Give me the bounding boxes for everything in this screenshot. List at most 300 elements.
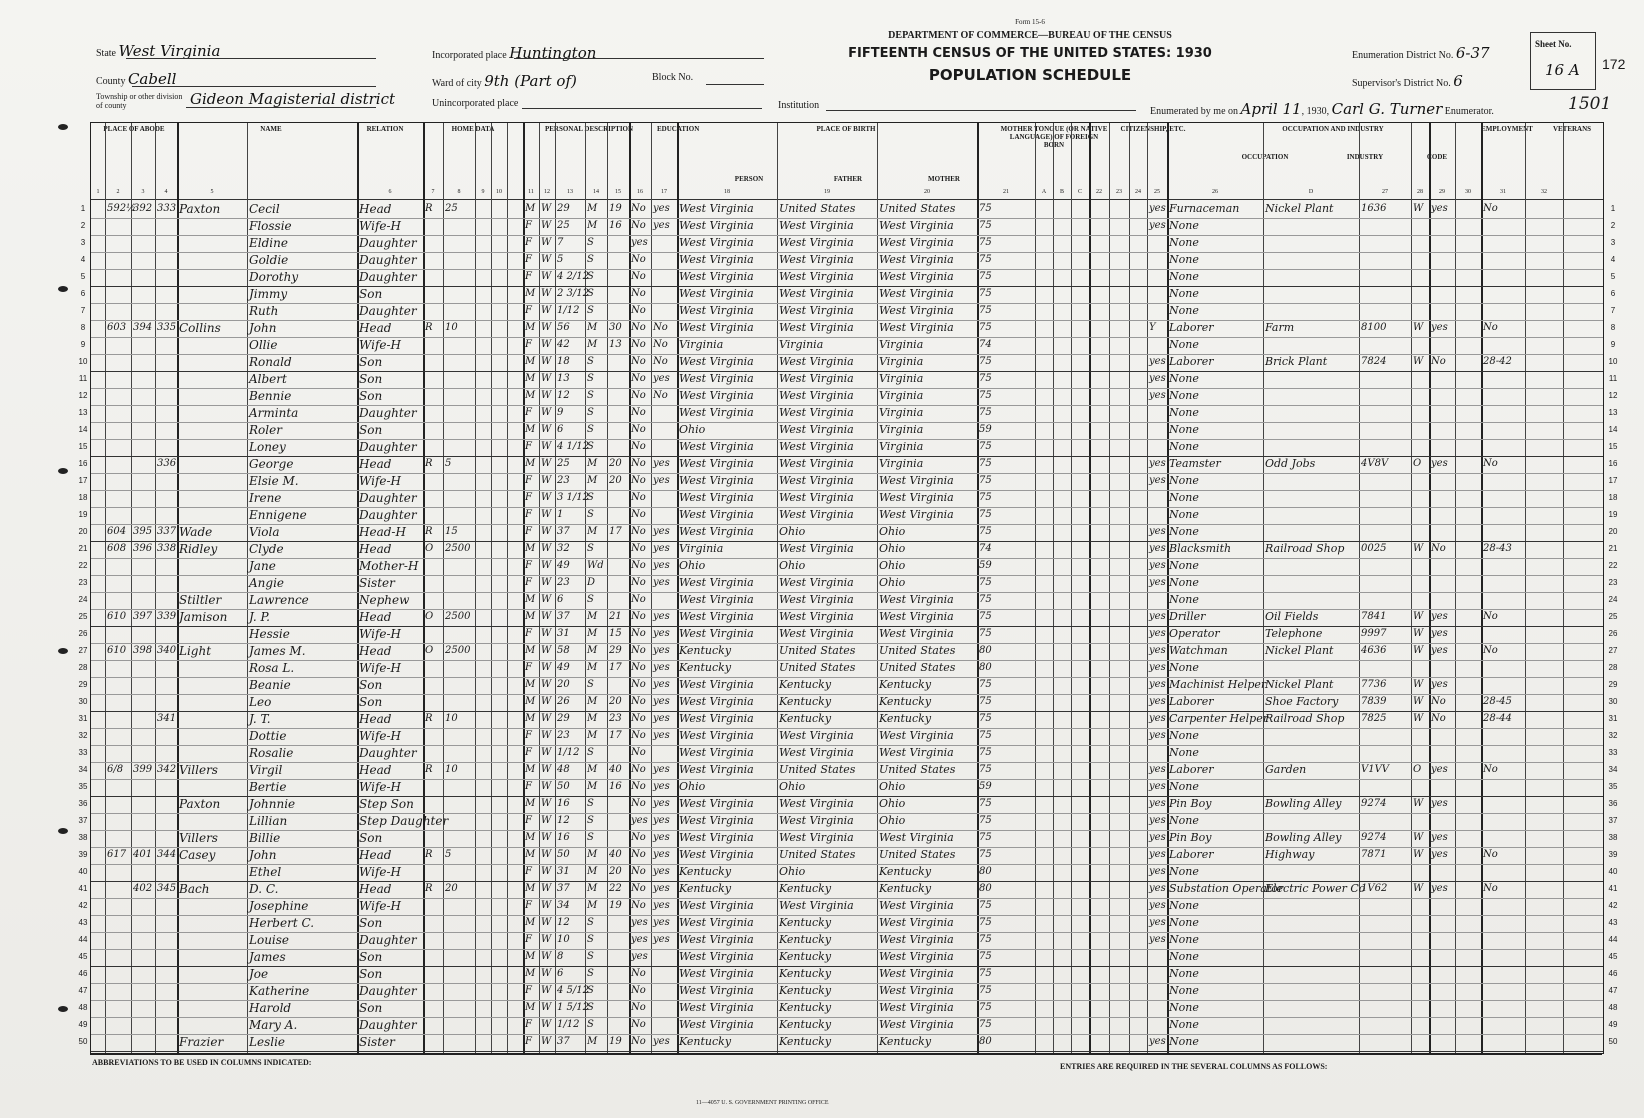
cell-sch: yes xyxy=(631,934,648,945)
cell-mbp: West Virginia xyxy=(879,1018,954,1031)
cell-lang: 80 xyxy=(979,1036,992,1047)
cell-occ: Laborer xyxy=(1169,355,1214,368)
cell-rd: yes xyxy=(653,645,670,656)
cell-race: W xyxy=(541,594,552,605)
cell-mar: M xyxy=(587,866,598,877)
cell-cls: W xyxy=(1413,356,1424,367)
cell-mar: S xyxy=(587,934,594,945)
cell-given: Eldine xyxy=(249,236,288,250)
cell-given: James xyxy=(249,950,286,964)
cell-occ: Substation Operator xyxy=(1169,882,1284,895)
cell-age: 26 xyxy=(557,696,570,707)
cell-given: Billie xyxy=(249,831,281,845)
cell-mbp: Ohio xyxy=(879,576,906,589)
cell-rd: yes xyxy=(653,543,670,554)
cell-code: 0025 xyxy=(1361,543,1387,554)
cell-given: Viola xyxy=(249,525,280,539)
cell-rel: Wife-H xyxy=(359,729,402,743)
cell-sex: M xyxy=(525,390,536,401)
county-label: County xyxy=(96,76,126,87)
cell-mbp: United States xyxy=(879,763,956,776)
cell-given: Ennigene xyxy=(249,508,307,522)
cell-sch: No xyxy=(631,288,646,299)
cell-occ: None xyxy=(1169,389,1199,402)
line-number: 31 xyxy=(1608,714,1618,723)
table-row xyxy=(80,320,1616,336)
cell-work: yes xyxy=(1149,713,1166,724)
county-underline xyxy=(132,86,376,87)
cell-age: 25 xyxy=(557,220,570,231)
table-row xyxy=(78,1034,1618,1050)
cell-vet: 28-44 xyxy=(1483,713,1512,724)
cell-age: 37 xyxy=(557,883,570,894)
cell-work: Y xyxy=(1149,322,1156,333)
cell-agem: 30 xyxy=(609,322,622,333)
cell-surname: Bach xyxy=(179,882,210,896)
cell-rel: Daughter xyxy=(359,491,417,505)
cell-fbp: West Virginia xyxy=(779,457,854,470)
cell-rel: Daughter xyxy=(359,984,417,998)
cell-occ: None xyxy=(1169,406,1199,419)
line-number: 41 xyxy=(1608,884,1618,893)
cell-fbp: West Virginia xyxy=(779,610,854,623)
line-number: 30 xyxy=(1608,697,1618,706)
cell-mar: D xyxy=(587,577,596,588)
cell-age: 1 5/12 xyxy=(557,1002,589,1013)
cell-rd: yes xyxy=(653,526,670,537)
cell-fbp: Kentucky xyxy=(779,967,832,980)
cell-work: yes xyxy=(1149,628,1166,639)
cell-race: W xyxy=(541,492,552,503)
table-row xyxy=(78,898,1618,914)
cell-occ: None xyxy=(1169,1035,1199,1048)
cell-lang: 80 xyxy=(979,883,992,894)
line-number: 4 xyxy=(1610,255,1616,264)
ward-field xyxy=(432,72,577,90)
cell-mar: S xyxy=(587,815,594,826)
cell-bp: West Virginia xyxy=(679,457,754,470)
cell-sch: No xyxy=(631,1019,646,1030)
group-citizenship: CITIZENSHIP, ETC. xyxy=(1120,125,1186,133)
cell-work: yes xyxy=(1149,815,1166,826)
table-row xyxy=(78,575,1618,591)
cell-fbp: Kentucky xyxy=(779,916,832,929)
line-number: 37 xyxy=(1608,816,1618,825)
cell-age: 6 xyxy=(557,594,564,605)
cell-occ: None xyxy=(1169,440,1199,453)
cell-age: 25 xyxy=(557,458,570,469)
cell-occ: None xyxy=(1169,899,1199,912)
cell-given: Ethel xyxy=(249,865,282,879)
column-number: 11 xyxy=(528,189,534,195)
cell-given: J. T. xyxy=(249,712,271,726)
cell-age: 37 xyxy=(557,1036,570,1047)
cell-rd: yes xyxy=(653,1036,670,1047)
cell-own: R xyxy=(425,322,433,333)
cell-rd: yes xyxy=(653,628,670,639)
column-number: 24 xyxy=(1135,189,1141,195)
cell-race: W xyxy=(541,628,552,639)
cell-fbp: West Virginia xyxy=(779,372,854,385)
cell-sch: No xyxy=(631,781,646,792)
cell-own: R xyxy=(425,458,433,469)
cell-mar: M xyxy=(587,220,598,231)
cell-age: 50 xyxy=(557,849,570,860)
cell-cls: W xyxy=(1413,645,1424,656)
cell-age: 16 xyxy=(557,798,570,809)
cell-mbp: West Virginia xyxy=(879,899,954,912)
column-number: 8 xyxy=(457,189,461,195)
cell-ind: Oil Fields xyxy=(1265,610,1319,623)
ward-label: Ward of city xyxy=(432,78,482,89)
cell-work: yes xyxy=(1149,900,1166,911)
cell-sex: F xyxy=(525,866,532,877)
cell-race: W xyxy=(541,696,552,707)
cell-occ: Laborer xyxy=(1169,321,1214,334)
line-number: 35 xyxy=(78,782,88,791)
cell-sex: F xyxy=(525,628,532,639)
cell-rel: Head xyxy=(359,321,392,335)
cell-fbp: West Virginia xyxy=(779,899,854,912)
cell-sch: No xyxy=(631,968,646,979)
line-number: 44 xyxy=(1608,935,1618,944)
cell-bp: West Virginia xyxy=(679,576,754,589)
cell-bp: West Virginia xyxy=(679,814,754,827)
table-row xyxy=(78,881,1618,897)
cell-race: W xyxy=(541,475,552,486)
cell-lang: 59 xyxy=(979,424,992,435)
line-number: 3 xyxy=(1610,238,1616,247)
enum-district-label: Enumeration District No. xyxy=(1352,50,1454,61)
cell-sch: No xyxy=(631,900,646,911)
cell-bp: West Virginia xyxy=(679,508,754,521)
cell-race: W xyxy=(541,203,552,214)
cell-work: yes xyxy=(1149,356,1166,367)
cell-given: Jane xyxy=(249,559,276,573)
cell-mbp: West Virginia xyxy=(879,627,954,640)
cell-rd: yes xyxy=(653,220,670,231)
cell-vet: No xyxy=(1483,645,1498,656)
table-row xyxy=(78,592,1618,608)
cell-rel: Son xyxy=(359,423,383,437)
cell-fbp: West Virginia xyxy=(779,593,854,606)
cell-sex: M xyxy=(525,203,536,214)
cell-fam: 399 xyxy=(133,764,153,775)
cell-given: Elsie M. xyxy=(249,474,299,488)
cell-mar: M xyxy=(587,713,598,724)
cell-fam: 392 xyxy=(133,203,153,214)
cell-fbp: Ohio xyxy=(779,559,806,572)
cell-work: yes xyxy=(1149,730,1166,741)
cell-emp: No xyxy=(1431,356,1446,367)
cell-surname: Casey xyxy=(179,848,216,862)
cell-occ: Blacksmith xyxy=(1169,542,1232,555)
cell-sex: M xyxy=(525,543,536,554)
cell-sex: M xyxy=(525,356,536,367)
cell-cls: W xyxy=(1413,883,1424,894)
cell-work: yes xyxy=(1149,781,1166,792)
cell-bp: West Virginia xyxy=(679,253,754,266)
cell-rd: No xyxy=(653,356,668,367)
cell-mar: M xyxy=(587,526,598,537)
cell-lang: 75 xyxy=(979,509,992,520)
cell-age: 5 xyxy=(557,254,564,265)
line-number: 46 xyxy=(78,969,88,978)
cell-occ: Operator xyxy=(1169,627,1220,640)
cell-code: 9274 xyxy=(1361,832,1387,843)
column-number: C xyxy=(1077,189,1082,195)
cell-bp: West Virginia xyxy=(679,270,754,283)
cell-sex: F xyxy=(525,237,532,248)
cell-rd: yes xyxy=(653,696,670,707)
enumerator-name: Carl G. Turner xyxy=(1331,100,1443,118)
cell-lang: 75 xyxy=(979,730,992,741)
table-row xyxy=(78,745,1618,761)
cell-no: 342 xyxy=(157,764,177,775)
cell-work: yes xyxy=(1149,390,1166,401)
cell-age: 10 xyxy=(557,934,570,945)
cell-race: W xyxy=(541,407,552,418)
cell-mbp: Kentucky xyxy=(879,882,932,895)
cell-own: R xyxy=(425,526,433,537)
cell-ind: Railroad Shop xyxy=(1265,712,1345,725)
cell-age: 37 xyxy=(557,611,570,622)
line-number: 17 xyxy=(1608,476,1618,485)
cell-sch: No xyxy=(631,339,646,350)
cell-given: Josephine xyxy=(249,899,309,913)
cell-rel: Daughter xyxy=(359,253,417,267)
cell-race: W xyxy=(541,577,552,588)
cell-rd: yes xyxy=(653,679,670,690)
cell-sch: No xyxy=(631,798,646,809)
cell-agem: 29 xyxy=(609,645,622,656)
cell-surname: Light xyxy=(179,644,212,658)
cell-cls: O xyxy=(1413,458,1422,469)
cell-given: Virgil xyxy=(249,763,283,777)
column-number: 30 xyxy=(1465,189,1471,195)
cell-race: W xyxy=(541,645,552,656)
cell-sex: F xyxy=(525,305,532,316)
table-row xyxy=(78,762,1618,778)
table-row xyxy=(78,490,1618,506)
table-row xyxy=(78,830,1618,846)
cell-age: 32 xyxy=(557,543,570,554)
cell-sch: No xyxy=(631,645,646,656)
enumerated-year: 1930 xyxy=(1306,106,1327,117)
cell-mar: M xyxy=(587,1036,598,1047)
punch-hole xyxy=(58,468,68,474)
cell-mar: S xyxy=(587,237,594,248)
group-veterans: VETERANS xyxy=(1552,125,1592,133)
cell-sch: No xyxy=(631,679,646,690)
cell-ind: Brick Plant xyxy=(1265,355,1328,368)
cell-emp: yes xyxy=(1431,849,1448,860)
cell-rd: No xyxy=(653,390,668,401)
cell-mbp: United States xyxy=(879,661,956,674)
cell-val: 10 xyxy=(445,713,458,724)
cell-ind: Odd Jobs xyxy=(1265,457,1316,470)
cell-lang: 75 xyxy=(979,594,992,605)
group-occupation: OCCUPATION AND INDUSTRY xyxy=(1282,125,1384,133)
cell-mar: M xyxy=(587,696,598,707)
township-underline xyxy=(186,107,376,108)
cell-cls: W xyxy=(1413,832,1424,843)
county-value: Cabell xyxy=(127,70,177,88)
group-tongue: MOTHER TONGUE (OR NATIVE LANGUAGE) OF FOREIGN BORN xyxy=(1000,125,1108,149)
column-number: 21 xyxy=(1003,189,1009,195)
cell-rel: Head xyxy=(359,202,392,216)
printer-note: 11—4057 U. S. GOVERNMENT PRINTING OFFICE xyxy=(696,1100,829,1106)
cell-cls: W xyxy=(1413,713,1424,724)
cell-age: 50 xyxy=(557,781,570,792)
cell-own: R xyxy=(425,849,433,860)
cell-vet: No xyxy=(1483,458,1498,469)
cell-age: 48 xyxy=(557,764,570,775)
cell-lang: 75 xyxy=(979,458,992,469)
cell-ind: Shoe Factory xyxy=(1265,695,1339,708)
cell-race: W xyxy=(541,815,552,826)
cell-fbp: West Virginia xyxy=(779,287,854,300)
cell-race: W xyxy=(541,917,552,928)
cell-rel: Son xyxy=(359,678,383,692)
cell-own: R xyxy=(425,203,433,214)
cell-agem: 20 xyxy=(609,866,622,877)
cell-fbp: West Virginia xyxy=(779,406,854,419)
cell-mbp: West Virginia xyxy=(879,593,954,606)
cell-rel: Head-H xyxy=(359,525,406,539)
cell-mar: S xyxy=(587,509,594,520)
cell-fam: 397 xyxy=(133,611,153,622)
line-number: 15 xyxy=(78,442,88,451)
table-row xyxy=(80,235,1616,251)
cell-race: W xyxy=(541,764,552,775)
cell-age: 13 xyxy=(557,373,570,384)
cell-no: 336 xyxy=(157,458,177,469)
cell-agem: 19 xyxy=(609,900,622,911)
cell-fbp: United States xyxy=(779,661,856,674)
cell-age: 1 xyxy=(557,509,564,520)
line-number: 48 xyxy=(1608,1003,1618,1012)
cell-sex: F xyxy=(525,220,532,231)
cell-sex: M xyxy=(525,679,536,690)
cell-mbp: Virginia xyxy=(879,406,924,419)
line-number: 39 xyxy=(78,850,88,859)
cell-no: 335 xyxy=(157,322,177,333)
cell-mbp: Virginia xyxy=(879,389,924,402)
column-number: 10 xyxy=(496,189,502,195)
line-number: 43 xyxy=(78,918,88,927)
cell-bp: Kentucky xyxy=(679,865,732,878)
cell-age: 31 xyxy=(557,628,570,639)
table-row xyxy=(80,218,1616,234)
cell-bp: West Virginia xyxy=(679,355,754,368)
cell-surname: Wade xyxy=(179,525,213,539)
cell-age: 1/12 xyxy=(557,747,580,758)
cell-dw: 610 xyxy=(107,645,127,656)
cell-race: W xyxy=(541,798,552,809)
column-number: 3 xyxy=(141,189,145,195)
cell-mbp: United States xyxy=(879,848,956,861)
cell-bp: West Virginia xyxy=(679,389,754,402)
cell-mbp: United States xyxy=(879,202,956,215)
cell-mbp: Kentucky xyxy=(879,1035,932,1048)
cell-agem: 16 xyxy=(609,220,622,231)
cell-lang: 75 xyxy=(979,407,992,418)
table-row xyxy=(80,252,1616,268)
cell-age: 6 xyxy=(557,968,564,979)
cell-lang: 75 xyxy=(979,390,992,401)
line-number: 12 xyxy=(78,391,88,400)
line-number: 43 xyxy=(1608,918,1618,927)
cell-mbp: Kentucky xyxy=(879,678,932,691)
cell-occ: Laborer xyxy=(1169,763,1214,776)
line-number: 17 xyxy=(78,476,88,485)
cell-age: 18 xyxy=(557,356,570,367)
cell-mbp: Ohio xyxy=(879,814,906,827)
cell-bp: West Virginia xyxy=(679,219,754,232)
cell-given: Dottie xyxy=(249,729,287,743)
table-row xyxy=(78,643,1618,659)
cell-mbp: Ohio xyxy=(879,559,906,572)
cell-race: W xyxy=(541,543,552,554)
cell-surname: Ridley xyxy=(179,542,218,556)
line-number: 24 xyxy=(78,595,88,604)
cell-sch: No xyxy=(631,764,646,775)
cell-own: O xyxy=(425,645,434,656)
cell-sex: F xyxy=(525,560,532,571)
cell-sex: F xyxy=(525,492,532,503)
cell-rel: Son xyxy=(359,287,383,301)
cell-occ: None xyxy=(1169,865,1199,878)
cell-fbp: Kentucky xyxy=(779,950,832,963)
cell-lang: 80 xyxy=(979,662,992,673)
cell-occ: Driller xyxy=(1169,610,1206,623)
cell-fbp: West Virginia xyxy=(779,814,854,827)
line-number: 49 xyxy=(1608,1020,1618,1029)
line-number: 34 xyxy=(78,765,88,774)
cell-rel: Wife-H xyxy=(359,661,402,675)
block-label: Block No. xyxy=(652,72,694,83)
cell-mbp: West Virginia xyxy=(879,916,954,929)
enumerated-field: Enumerated by me on April 11, 1930, Carl G. Turner Enumerator. xyxy=(1150,100,1494,118)
cell-rd: yes xyxy=(653,883,670,894)
cell-bp: West Virginia xyxy=(679,491,754,504)
cell-sex: M xyxy=(525,424,536,435)
cell-occ: None xyxy=(1169,525,1199,538)
cell-rd: yes xyxy=(653,900,670,911)
cell-surname: Villers xyxy=(179,831,218,845)
line-number: 7 xyxy=(1610,306,1616,315)
cell-mar: Wd xyxy=(587,560,604,571)
cell-agem: 20 xyxy=(609,475,622,486)
table-row xyxy=(78,371,1618,387)
cell-work: yes xyxy=(1149,679,1166,690)
cell-rel: Daughter xyxy=(359,746,417,760)
line-number: 7 xyxy=(80,306,86,315)
cell-lang: 75 xyxy=(979,764,992,775)
cell-fam: 395 xyxy=(133,526,153,537)
cell-vet: 28-42 xyxy=(1483,356,1512,367)
cell-vet: No xyxy=(1483,203,1498,214)
line-number: 23 xyxy=(78,578,88,587)
cell-sch: No xyxy=(631,594,646,605)
cell-code: 1V62 xyxy=(1361,883,1388,894)
cell-given: Rosalie xyxy=(249,746,294,760)
cell-code: 8100 xyxy=(1361,322,1387,333)
cell-lang: 75 xyxy=(979,271,992,282)
cell-fbp: Ohio xyxy=(779,780,806,793)
column-number: 32 xyxy=(1541,189,1547,195)
